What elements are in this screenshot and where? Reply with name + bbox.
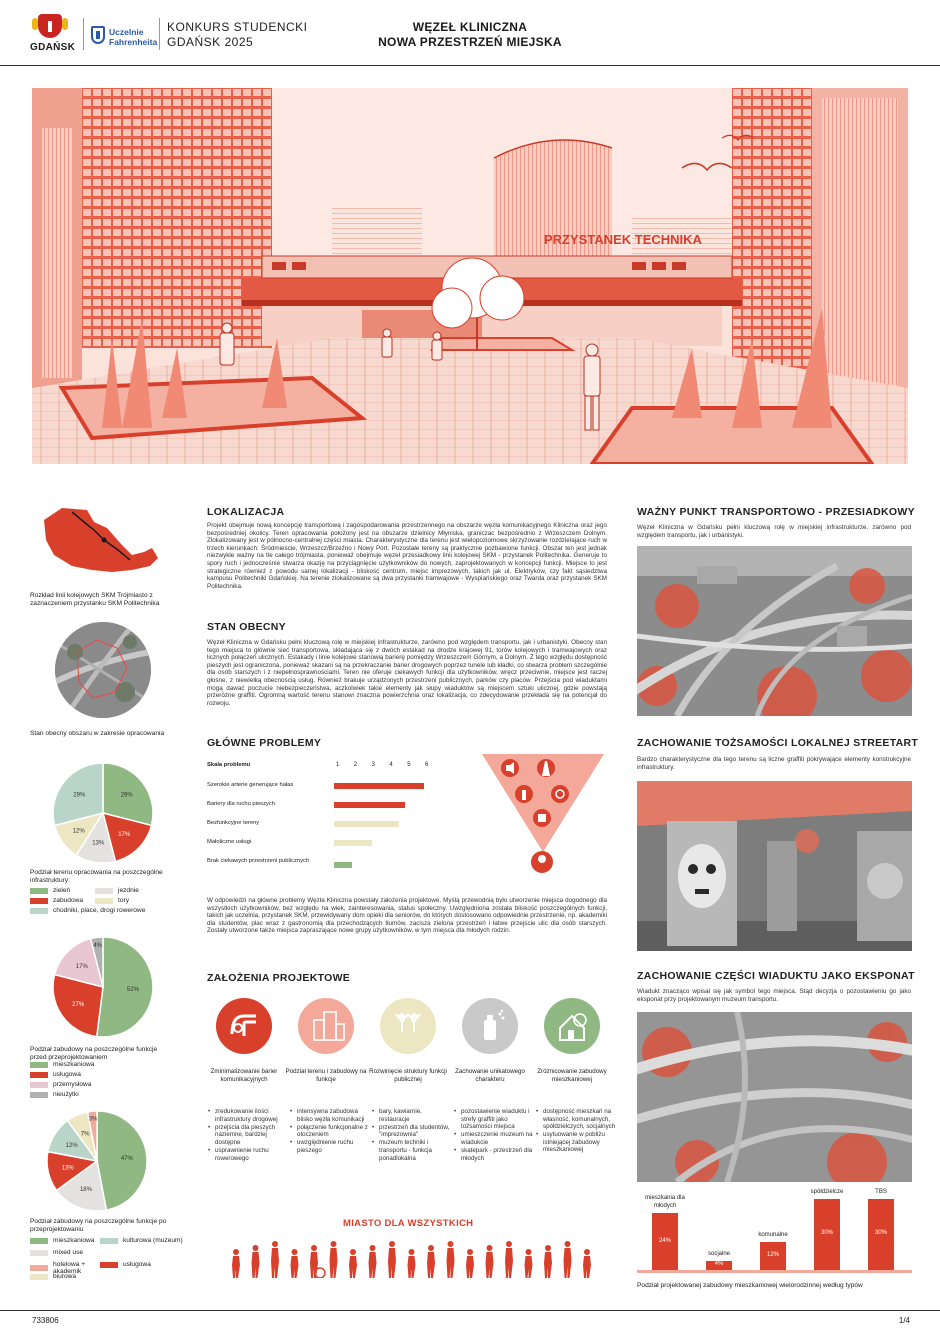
legend-item (30, 1071, 81, 1078)
contest-name (167, 20, 308, 50)
viaduct-text: Wiadukt znacząco wpisał się jak symbol tego miejsca. Stąd decyzja o pozostawieniu go jako eksponat przy projektowanym muzeum transportu. (637, 988, 911, 1003)
pie-slice-label: 17% (75, 963, 88, 970)
legend-swatch (95, 898, 113, 904)
uczelnie-fahrenheita-logo (91, 22, 158, 50)
legend-swatch (95, 888, 113, 894)
viaduct-aerial-photo (637, 1012, 912, 1182)
zalozenia-title: ZAŁOŻENIA PROJEKTOWE (207, 972, 351, 984)
legend-label: nieużytki (53, 1091, 79, 1098)
assumption-bullet: • usytuowanie w pobliżu istniejącej zabudowy mieszkaniowej (536, 1131, 616, 1154)
pie-slice-label: 13% (92, 840, 105, 847)
pie-slice-label: 12% (72, 828, 85, 835)
pie-slice-label: 13% (61, 1165, 74, 1172)
footer-divider (0, 1310, 940, 1311)
streetart-title: ZACHOWANIE TOŻSAMOŚCI LOKALNEJ STREETART (637, 737, 919, 749)
person-silhouette-icon (544, 1245, 552, 1278)
person-silhouette-icon (486, 1245, 494, 1278)
assumption-bullet: • zredukowanie ilości infrastruktury drogowej (208, 1108, 288, 1123)
assumption-bullets (454, 1108, 534, 1163)
house-tree-icon (544, 998, 600, 1054)
assumption-name: Rozwinięcie struktury funkcji publicznej (369, 1068, 447, 1083)
legend-swatch (30, 1238, 48, 1244)
title-line1: WĘZEŁ KLINICZNA (412, 20, 528, 34)
housing-caption: Podział projektowanej zabudowy mieszkaniowej wielorodzinnej według typów (637, 1282, 863, 1289)
pg-logo-line2: Fahrenheita (109, 37, 158, 47)
assumption-bullet: • muzeum techniki i transportu - funkcja ponadlokalna (372, 1139, 452, 1162)
legend-label: biurowa (53, 1273, 77, 1280)
legend-item (30, 1061, 94, 1068)
assumption-circle (544, 998, 600, 1054)
person-silhouette-icon (408, 1249, 416, 1278)
problem-label: Brak ciekawych przestrzeni publicznych (207, 858, 310, 864)
pie-slice-label: 29% (120, 792, 133, 799)
legend-item (95, 887, 139, 894)
assumption-circle (298, 998, 354, 1054)
legend-label: zieleń (53, 887, 71, 894)
housing-bar-value: 4% (714, 1261, 724, 1268)
legend-item (30, 1273, 113, 1280)
map-caption: Rozkład linii kolejowych SKM Trójmiasto z zaznaczeniem przystanku SKM Politechnika (30, 592, 160, 607)
person-silhouette-icon (427, 1245, 435, 1278)
person-silhouette-icon (525, 1249, 533, 1278)
legend-swatch (30, 888, 48, 894)
legend-label: przemysłowa (53, 1081, 92, 1088)
person-silhouette-icon (232, 1249, 240, 1278)
legend-swatch (30, 908, 48, 914)
entry-id: 733806 (32, 1316, 59, 1325)
legend-item (30, 1081, 91, 1088)
pie-slice-label: 27% (72, 1001, 85, 1008)
housing-bar-value: 30% (874, 1230, 887, 1237)
streetart-photo (637, 781, 912, 951)
legend-label: tory (118, 897, 129, 904)
contest-line1: KONKURS STUDENCKI (167, 20, 308, 34)
pie-slice-label: 7% (80, 1131, 90, 1138)
assumption-circle (380, 998, 436, 1054)
assumption-bullet: • przestrzeń dla studentów, "imprezownia" (372, 1124, 452, 1139)
person-silhouette-icon (310, 1245, 325, 1278)
scale-tick-label: 2 (353, 762, 358, 768)
pie-slice-label: 52% (126, 986, 139, 993)
problem-bar (334, 783, 424, 789)
assumption-bullets (372, 1108, 452, 1163)
legend-label: jezdnie (118, 887, 139, 894)
people-silhouettes (228, 1238, 608, 1278)
scale-tick-label: 4 (389, 762, 393, 768)
interchange-aerial-photo (637, 546, 912, 716)
pie-slice-label: 17% (118, 832, 131, 839)
aerial-photo-current-state (55, 622, 151, 718)
legend-label: mieszkaniowa (53, 1237, 95, 1244)
legend-item (30, 897, 83, 904)
problem-bar (334, 821, 399, 827)
assumption-bullets (536, 1108, 616, 1155)
legend-swatch (30, 898, 48, 904)
person-silhouette-icon (349, 1249, 357, 1278)
pie-slice-label: 18% (79, 1186, 92, 1193)
legend-swatch (30, 1082, 48, 1088)
header-divider (159, 18, 160, 50)
lokalizacja-text: Projekt obejmuje nową koncepcję transportową i zagospodarowania przestrzennego na obszarze węzła komunikacyjnego Kliniczna oraz jego bezpośredniej okolicy. Teren opracowania położony jest na obszarze dzielnicy Młyniska, graniczac bezpośrednio z Wrzeszczem Dolnym. Zlokalizowany jest w północno-centralnej części miasta. Charakterystyczne dla terenu jest wielopoziomowe skrzyżowanie rozdzielające ruch w trzech kierunkach: Śródmieście, Wrzeszcz/Brzeźno i Nowy Port. Pozostałe tereny są praktycznie pozbawione funkcji. Obszar ten jest jednak niezwykle ważny na tle całego trójmiasta, ponieważ obejmuje węzeł przesiadkowy linii kolejowej SKM - przystanek Politechnika. Generuje to spory ruch i jednocześnie stwarza okazję na przyciągnięcie użytkowników do nowych, zaprojektowanych w koncepcji funkcji. Miejsce to jest strategiczne również z powodu samej lokalizacji - bliskość centrum, miejsc imprezowych, takich jak ul. Elektryków, czy fakt sąsiedztwa kampusu Politechniki Gdańskiej. Na terenie zlokalizowane są dwa przystanki tramwajowe - Wyspiańskiego oraz Twarda oraz przystanek SKM Politechnika. (207, 522, 607, 590)
assumption-bullets (208, 1108, 288, 1163)
problem-bar (334, 802, 405, 808)
assumption-bullet: • uwzględnienie ruchu pieszego (290, 1139, 370, 1154)
viaduct-title: ZACHOWANIE CZĘŚCI WIADUKTU JAKO EKSPONAT (637, 970, 915, 982)
stan-obecny-title: STAN OBECNY (207, 621, 286, 633)
tricity-area-shape (44, 508, 158, 572)
person-silhouette-icon (466, 1249, 474, 1278)
pie-slice-label: 4% (93, 942, 103, 949)
person-silhouette-icon (564, 1241, 572, 1278)
housing-chart-baseline (637, 1270, 912, 1273)
problem-bar (334, 840, 372, 846)
stan-obecny-text: Węzeł Kliniczna w Gdańsku pełni kluczową rolę w miejskiej infrastrukturze, zarówno pod względem transportu, jak i urbanistyki. Obecny stan tego miejsca to głównie sieć transportowa, składająca się z dwóch estakad na drodze krajowej 91, torów kolejowych i tramwajowych oraz licznych połączeń ulicznych. Estakady i linie kolejowe stanowią barierę pomiędzy Wrzeszczem Górnym, a Dolnym. Z tego względu dostępność pieszych jest ograniczona, ponieważ skazani są na przekraczanie barier drogowych poprzez tunele lub kładki, co stwarza problem szczególnie dla osób starszych i z niepełnosprawnościami. Teren nie oferuje ciekawych funkcji dla użytkowników, wręcz przeciwnie, miejsce jest raczej głośne, z niewielką obecnością usług. Również brakuje urządzonych przestrzeni publicznych, parków czy placów. Przejścia pod wiaduktami mogą dawać poczucie niebezpieczeństwa, aczkolwiek takie elementy jak słupy wiaduktów są miejscem sztuki ulicznej, gdzie powstają przeróżne graffiti. Ogromną wartość terenu stanowi znaczna powierzchnia oraz lokalizacja, co zdecydowanie przekłada się na potencjał do rozwoju. (207, 639, 607, 707)
gdansk-logo-text: GDAŃSK (30, 42, 76, 53)
legend-item (30, 907, 145, 914)
legend-item (30, 1091, 79, 1098)
transport-title: WAŻNY PUNKT TRANSPORTOWO - PRZESIADKOWY (637, 506, 915, 518)
assumption-bullet: • połączenie funkcjonalne z otoczeniem (290, 1124, 370, 1139)
buildings-icon (298, 998, 354, 1054)
legend-label: chodniki, place, drogi rowerowe (53, 907, 146, 914)
header (0, 0, 940, 66)
scale-tick-label: 1 (336, 762, 340, 768)
legend-label: zabudowa (53, 897, 84, 904)
housing-bar-value: 12% (766, 1251, 779, 1258)
scale-tick-label: 5 (407, 762, 411, 768)
person-silhouette-icon (291, 1249, 299, 1278)
person-silhouette-icon (388, 1241, 396, 1278)
legend-item (30, 1249, 113, 1256)
accessibility-icon (551, 785, 569, 803)
person-silhouette-icon (330, 1241, 338, 1278)
problem-bar (334, 862, 352, 868)
legend-label: usługowa (53, 1071, 81, 1078)
legend-item (95, 897, 129, 904)
pie-slice-label: 47% (120, 1156, 133, 1163)
assumption-bullet: • przejścia dla pieszych naziemne, bardziej dostępne (208, 1124, 288, 1147)
streetart-text: Bardzo charakterystyczne dla tego terenu są liczne graffiti pokrywające elementy konstrukcyjne infrastruktury. (637, 756, 911, 771)
housing-bar-label: TBS (875, 1188, 887, 1195)
legend-label: usługowa (123, 1261, 151, 1268)
glowne-problemy-title: GŁÓWNE PROBLEMY (207, 737, 322, 749)
assumption-bullet: • dostępność mieszkań na własność, komunalnych, spółdzielczych, socjalnych (536, 1108, 616, 1131)
assumption-name: Zminimalizowanie barier komunikacyjnych (210, 1068, 278, 1083)
assumption-name: Podział terenu i zabudowy na funkcje (285, 1068, 367, 1083)
title-line2: NOWA PRZESTRZEŃ MIEJSKA (378, 35, 562, 49)
pie2-caption: Podział zabudowy na poszczególne funkcje przed przeprojektowaniem (30, 1046, 158, 1061)
legend-item (100, 1237, 183, 1244)
legend-label: mieszkaniowa (53, 1061, 95, 1068)
problem-label: Bezfunkcyjne tereny (207, 820, 260, 826)
person-silhouette-icon (447, 1241, 455, 1278)
assumption-circle (216, 998, 272, 1054)
station-sign: PRZYSTANEK TECHNIKA (544, 232, 702, 247)
legend-swatch (30, 1274, 48, 1280)
pg-logo-line1: Uczelnie (109, 27, 144, 37)
assumption-circle (462, 998, 518, 1054)
university-emblem-icon (91, 26, 105, 44)
housing-bar-value: 24% (658, 1237, 671, 1244)
assumption-bullets (290, 1108, 370, 1155)
legend-item (30, 887, 70, 894)
pie-chart-after (46, 1110, 148, 1212)
lokalizacja-title: LOKALIZACJA (207, 506, 285, 518)
interchange-icon (216, 998, 272, 1054)
legend-swatch (30, 1072, 48, 1078)
housing-bar-value: 30% (820, 1230, 833, 1237)
pie1-caption: Podział terenu opracowania na poszczególne infrastruktury: (30, 869, 163, 884)
people-celebrating-icon (380, 998, 436, 1054)
legend-label: hotelowa + akademik (53, 1261, 86, 1275)
scale-tick-label: 6 (425, 762, 429, 768)
housing-bar-label: socjalne (707, 1250, 730, 1257)
legend-swatch (30, 1250, 48, 1256)
problem-label: Małoliczne usługi (207, 839, 252, 845)
housing-bar-label: komunalne (758, 1231, 788, 1238)
person-silhouette-icon (505, 1241, 513, 1278)
hero-illustration (32, 88, 908, 464)
pie-slice (97, 937, 153, 1037)
person-silhouette-icon (271, 1241, 279, 1278)
legend-label: mixed use (53, 1249, 84, 1256)
assumption-name: Zachowanie unikatowego charakteru (455, 1068, 525, 1083)
assumption-name: Zróżnicowanie zabudowy mieszkaniowej (537, 1068, 607, 1083)
problems-triangle-diagram (480, 752, 606, 880)
legend-swatch (30, 1062, 48, 1068)
pie-slice-label: 3% (88, 1116, 98, 1123)
assumption-bullet: • skatepark - przestrzeń dla młodych (454, 1147, 534, 1162)
transport-text: Węzeł Kliniczna w Gdańsku pełni kluczową rolę w miejskiej infrastrukturze, zarówno pod względem transportu, jak i urbanistyki. (637, 524, 911, 539)
pie-slice-label: 12% (65, 1142, 78, 1149)
page-number: 1/4 (898, 1316, 910, 1325)
legend-label: kulturowa (muzeum) (123, 1237, 183, 1244)
problem-label: Szerokie arterie generujące hałas (207, 782, 294, 788)
person-silhouette-icon (369, 1245, 377, 1278)
housing-bar-label: spółdzielcze (810, 1188, 844, 1195)
gdansk-logo (30, 14, 76, 53)
contest-line2: GDAŃSK 2025 (167, 35, 254, 49)
poster-title (340, 20, 600, 50)
scale-tick-label: 3 (371, 762, 375, 768)
graffiti-spray-icon (462, 998, 518, 1054)
legend-swatch (30, 1092, 48, 1098)
hero-scene (32, 88, 908, 464)
problem-label: Bariery dla ruchu pieszych (207, 801, 275, 807)
problem-scale-label: Skala problemu (207, 762, 251, 768)
pie-slice-label: 29% (73, 792, 86, 799)
legend-swatch (100, 1238, 118, 1244)
legend-swatch (30, 1265, 48, 1271)
header-divider (83, 18, 84, 50)
pie3-caption: Podział zabudowy na poszczególne funkcje po przeprojektowaniu (30, 1218, 167, 1233)
housing-bar-label: mieszkania dla młodych (645, 1195, 685, 1209)
skm-politechnika-stop-marker (102, 538, 107, 543)
person-silhouette-icon (252, 1245, 260, 1278)
problemy-summary-text: W odpowiedzi na główne problemy Węzła Kliniczna powstały założenia projektowe. Myślą przewodnią było utworzenie miejsca dogodnego dla wszystkich użytkowników, bez względu na wiek, zainteresowania, status społeczny. Uwzględniona została bliskość poszczególnych funkcji, takich jak uczelnia, przystanek SKM, przewidywany dom opieki dla seniorów, do których dostosowano odpowiednie przestrzenie, np. akademiki dla studentów, plac wraz z gastronomią dla przechodzących tłumów, zacisza zielona przestrzeń i łatwe przejście ulic dla osób starszych. Zostały utworzone także miejsca zapraszające nowe grupy użytkowników, w tym miejsca dla młodych rodzin. (207, 897, 607, 935)
pie-chart-land-use (52, 762, 154, 864)
assumption-bullet: • umieszczenie muzeum na wiadukcie (454, 1131, 534, 1146)
assumption-bullet: • bary, kawiarnie, restauracje (372, 1108, 452, 1123)
skm-map (32, 500, 162, 580)
person-silhouette-icon (583, 1249, 591, 1278)
gdansk-crest-icon (38, 14, 62, 38)
assumption-bullet: • pozostawienie wiaduktu i strefy graffiti jako tożsamości miejsca (454, 1108, 534, 1131)
aerial-caption: Stan obecny obszaru w zakresie opracowania (30, 730, 165, 737)
miasto-dla-wszystkich-title: MIASTO DLA WSZYSTKICH (343, 1218, 474, 1229)
assumption-bullet: • usprawnienie ruchu rowerowego (208, 1147, 288, 1162)
pie-chart-before (52, 936, 154, 1038)
assumption-bullet: • intensywna zabudowa blisko węzła komunikacji (290, 1108, 370, 1123)
